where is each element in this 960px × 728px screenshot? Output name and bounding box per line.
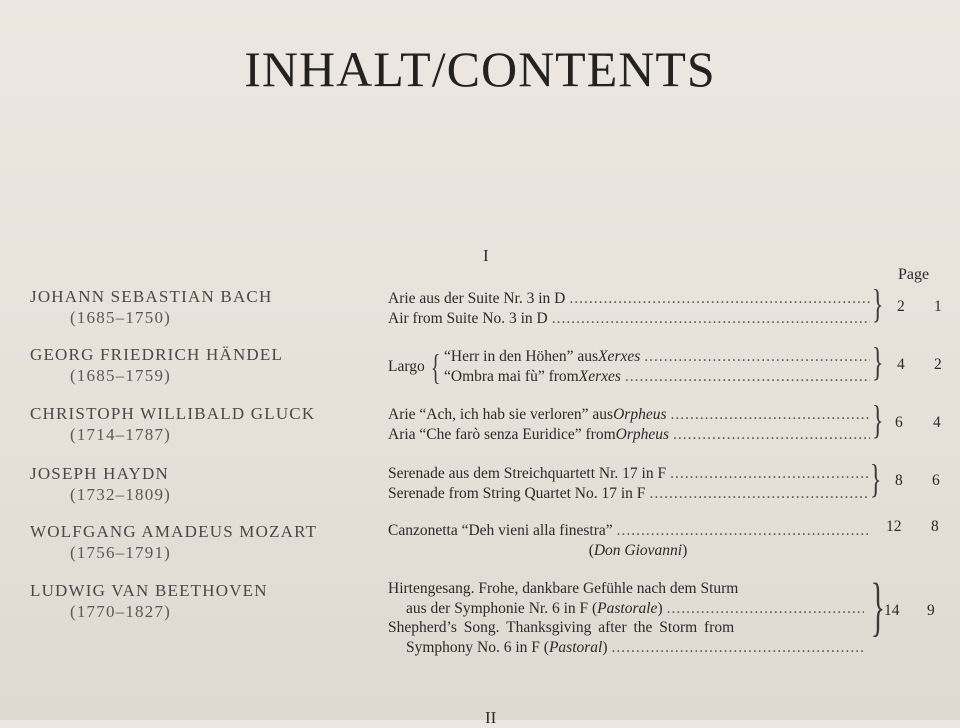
composer-name: JOSEPH HAYDN (30, 464, 169, 483)
page-number-en: 2 (934, 356, 942, 373)
work-title-en-2: Symphony No. 6 in F ( Pastoral ) ..... (388, 638, 864, 658)
section-label: I (483, 246, 489, 265)
work-title: Canzonetta “Deh vieni alla finestra” ..... (388, 521, 868, 541)
page-number-en: 1 (934, 298, 942, 315)
composer-handel (30, 345, 283, 386)
work-title-en: Serenade from String Quartet No. 17 in F ..... (388, 484, 868, 504)
page-number-en: 8 (931, 518, 939, 535)
composer-dates: (1685–1750) (70, 308, 172, 327)
composer-dates: (1770–1827) (70, 602, 172, 621)
page-number-de: 4 (897, 356, 905, 373)
brace-haydn: } (869, 456, 882, 501)
composer-dates: (1714–1787) (70, 425, 172, 444)
page-number-en: 6 (932, 472, 940, 489)
composer-bach (30, 287, 272, 328)
page-number-en: 4 (933, 414, 941, 431)
largo-brace: { (430, 346, 441, 387)
brace-handel: } (871, 339, 884, 384)
composer-name: WOLFGANG AMADEUS MOZART (30, 522, 318, 541)
work-bach (388, 289, 870, 328)
composer-dates: (1685–1759) (70, 366, 172, 385)
page-number-de: 14 (884, 602, 900, 619)
composer-dates: (1732–1809) (70, 485, 172, 504)
work-title-de: Arie “Ach, ich hab sie verloren” aus Orpheus ..... (388, 405, 870, 425)
page-number-de: 12 (886, 518, 902, 535)
page-number-de: 2 (897, 298, 905, 315)
composer-name: GEORG FRIEDRICH HÄNDEL (30, 345, 284, 364)
largo-label: Largo (388, 357, 425, 375)
page-number-de: 6 (895, 414, 903, 431)
composer-dates: (1756–1791) (70, 543, 172, 562)
brace-bach: } (871, 281, 884, 326)
work-beethoven (388, 579, 864, 657)
work-subtitle: (Don Giovanni) (588, 541, 688, 559)
work-mozart (388, 521, 868, 560)
work-title-en: Air from Suite No. 3 in D ..... (388, 309, 870, 329)
work-title-de: Serenade aus dem Streichquartett Nr. 17 in F ..... (388, 464, 868, 484)
work-title-en: Aria “Che farò senza Euridice” from Orpheus ..... (388, 425, 870, 445)
page-number-de: 8 (895, 472, 903, 489)
work-title-de-1: Hirtengesang. Frohe, dankbare Gefühle nach dem Sturm (388, 580, 739, 597)
brace-gluck: } (871, 397, 884, 442)
composer-gluck (30, 404, 315, 445)
composer-beethoven (30, 581, 268, 622)
work-title-en-1: Shepherd’s Song. Thanksgiving after the Storm from (388, 619, 735, 636)
composer-name: JOHANN SEBASTIAN BACH (30, 287, 273, 306)
work-title-en: “Ombra mai fù” from Xerxes ..... (444, 367, 870, 387)
composer-name: CHRISTOPH WILLIBALD GLUCK (30, 404, 316, 423)
composer-name: LUDWIG VAN BEETHOVEN (30, 581, 268, 600)
page-column-header: Page (898, 266, 930, 283)
brace-beethoven: } (870, 570, 885, 643)
work-gluck (388, 405, 870, 444)
composer-mozart (30, 522, 317, 563)
page-title: INHALT/CONTENTS (244, 41, 716, 97)
page-number-en: 9 (927, 602, 935, 619)
work-title-de-2: aus der Symphonie Nr. 6 in F ( Pastorale ) ..... (388, 599, 864, 619)
work-title-de: Arie aus der Suite Nr. 3 in D ..... (388, 289, 870, 309)
work-handel (388, 347, 870, 386)
work-haydn (388, 464, 868, 503)
next-section-label: II (485, 708, 497, 727)
composer-haydn (30, 464, 171, 505)
work-title-de: “Herr in den Höhen” aus Xerxes ..... (444, 347, 870, 367)
